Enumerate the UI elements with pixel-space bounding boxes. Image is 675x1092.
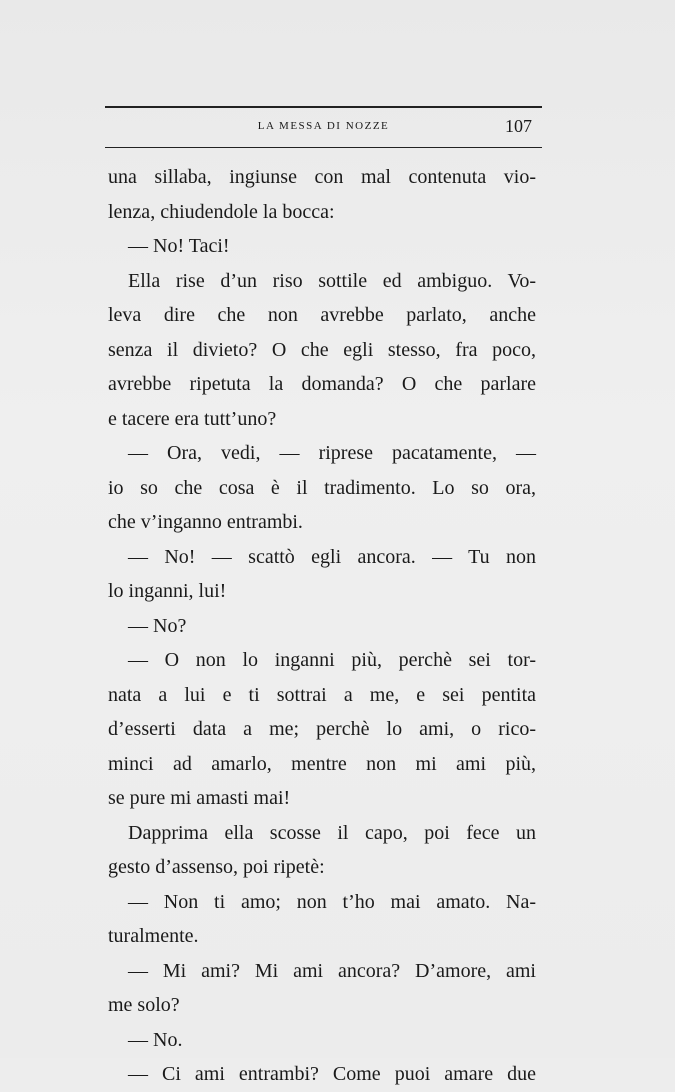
page-header xyxy=(105,112,542,142)
text-line: se pure mi amasti mai! xyxy=(108,787,291,809)
text-line: gesto d’assenso, poi ripetè: xyxy=(108,856,325,878)
text-line: e tacere era tutt’uno? xyxy=(108,407,277,430)
text-line: — No. xyxy=(128,1028,183,1051)
text-line: me solo? xyxy=(108,994,180,1016)
text-line: Ella rise d’un riso sottile ed ambiguo. Vo- xyxy=(128,269,536,292)
text-line: — Ora, vedi, — riprese pacatamente, — xyxy=(128,442,536,464)
text-line: — No! — scattò egli ancora. — Tu non xyxy=(128,545,536,568)
text-line: — No! Taci! xyxy=(128,235,230,257)
text-line: lo inganni, lui! xyxy=(108,580,227,602)
text-line: d’esserti data a me; perchè lo ami, o rico- xyxy=(108,718,536,740)
header-rule-bottom xyxy=(105,147,542,148)
text-line: minci ad amarlo, mentre non mi ami più, xyxy=(108,752,536,775)
text-line: lenza, chiudendole la bocca: xyxy=(108,200,335,223)
text-line: turalmente. xyxy=(108,925,199,947)
text-line: io so che cosa è il tradimento. Lo so ora, xyxy=(108,476,536,499)
text-line: avrebbe ripetuta la domanda? O che parlare xyxy=(108,373,536,395)
text-line: — O non lo inganni più, perchè sei tor- xyxy=(128,649,536,671)
text-line: nata a lui e ti sottrai a me, e sei pentita xyxy=(108,683,536,706)
text-line: Dapprima ella scosse il capo, poi fece un xyxy=(128,821,536,844)
page-number: 107 xyxy=(505,116,532,136)
text-line: — Mi ami? Mi ami ancora? D’amore, ami xyxy=(128,959,536,982)
running-title: LA MESSA DI NOZZE xyxy=(257,120,390,132)
text-line: — No? xyxy=(128,614,187,637)
text-line: senza il divieto? O che egli stesso, fra poco, xyxy=(108,338,536,361)
text-line: — Non ti amo; non t’ho mai amato. Na- xyxy=(128,890,536,913)
text-line: — Ci ami entrambi? Come puoi amare due xyxy=(128,1063,536,1085)
text-line: una sillaba, ingiunse con mal contenuta vio- xyxy=(108,166,536,188)
text-line: che v’inganno entrambi. xyxy=(108,511,303,533)
header-rule-top xyxy=(105,106,542,108)
text-line: leva dire che non avrebbe parlato, anche xyxy=(108,304,536,326)
body-text xyxy=(108,160,536,1092)
